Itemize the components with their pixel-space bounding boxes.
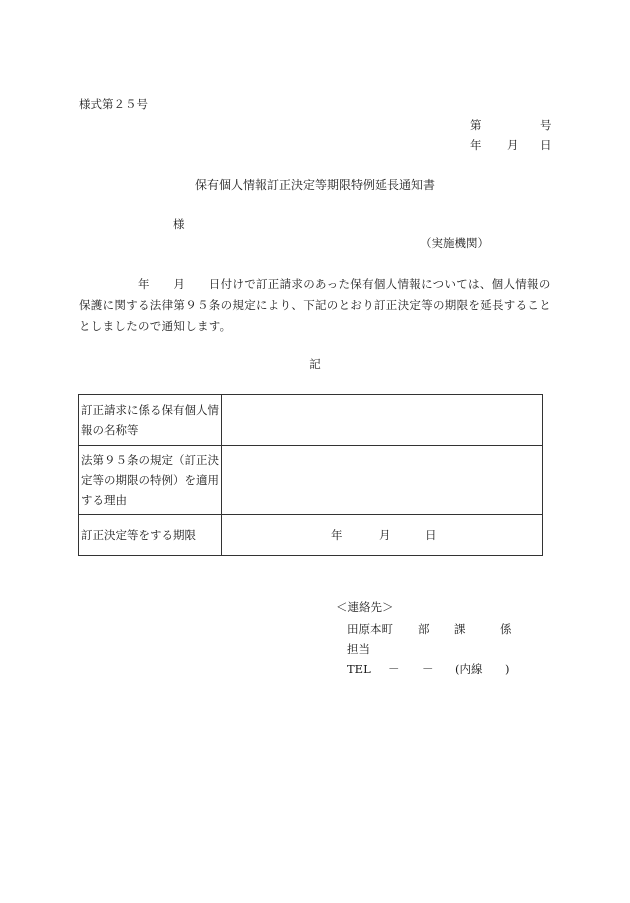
date-month: 月 xyxy=(507,138,519,152)
notice-body xyxy=(79,274,551,337)
doc-number-suffix: 号 xyxy=(540,118,552,132)
table-row xyxy=(79,446,543,515)
contact-ka: 課 xyxy=(454,622,466,636)
addressee: 様 xyxy=(173,217,185,231)
value-cell-reason xyxy=(222,446,543,515)
deadline-date xyxy=(224,525,540,545)
tel-label: TEL xyxy=(347,662,371,676)
contact-kakari: 係 xyxy=(500,622,512,636)
deadline-month: 月 xyxy=(379,528,391,542)
doc-number-prefix: 第 xyxy=(470,118,482,132)
issuing-agency: （実施機関） xyxy=(420,236,489,250)
tel-dash-2: － xyxy=(422,662,434,676)
details-table xyxy=(78,394,543,556)
deadline-year: 年 xyxy=(331,528,343,542)
label-line: する理由 xyxy=(81,493,127,507)
body-line: としましたので通知します。 xyxy=(79,319,232,333)
label-cell: 訂正決定等をする期限 xyxy=(79,515,222,556)
contact-town: 田原本町 xyxy=(347,622,393,636)
document-title: 保有個人情報訂正決定等期限特例延長通知書 xyxy=(194,178,435,192)
label-line: 訂正請求に係る保有個人情 xyxy=(81,403,219,417)
contact-person: 担当 xyxy=(347,642,370,656)
table-row xyxy=(79,395,543,446)
label-line: 定等の期限の特例）を適用 xyxy=(81,473,219,487)
value-cell-deadline xyxy=(222,515,543,556)
tel-extension-close: ) xyxy=(505,662,510,676)
label-cell xyxy=(79,446,222,515)
tel-extension: (内線 xyxy=(455,662,483,676)
contact-heading: ＜連絡先＞ xyxy=(336,600,394,614)
table-row xyxy=(79,515,543,556)
label-cell xyxy=(79,395,222,446)
value-cell-info-name xyxy=(222,395,543,446)
form-number: 様式第２５号 xyxy=(79,97,148,111)
body-line: 年 月 日付けで訂正請求のあった保有個人情報については、個人情報の xyxy=(79,277,551,291)
contact-bu: 部 xyxy=(418,622,430,636)
label-line: 法第９５条の規定（訂正決 xyxy=(81,453,219,467)
label-line: 報の名称等 xyxy=(81,423,139,437)
date-day: 日 xyxy=(540,138,552,152)
body-line: 保護に関する法律第９５条の規定により、下記のとおり訂正決定等の期限を延長すること xyxy=(79,298,551,312)
tel-dash-1: － xyxy=(388,662,400,676)
date-year: 年 xyxy=(470,138,482,152)
deadline-day: 日 xyxy=(425,528,437,542)
ki-heading: 記 xyxy=(309,357,321,371)
